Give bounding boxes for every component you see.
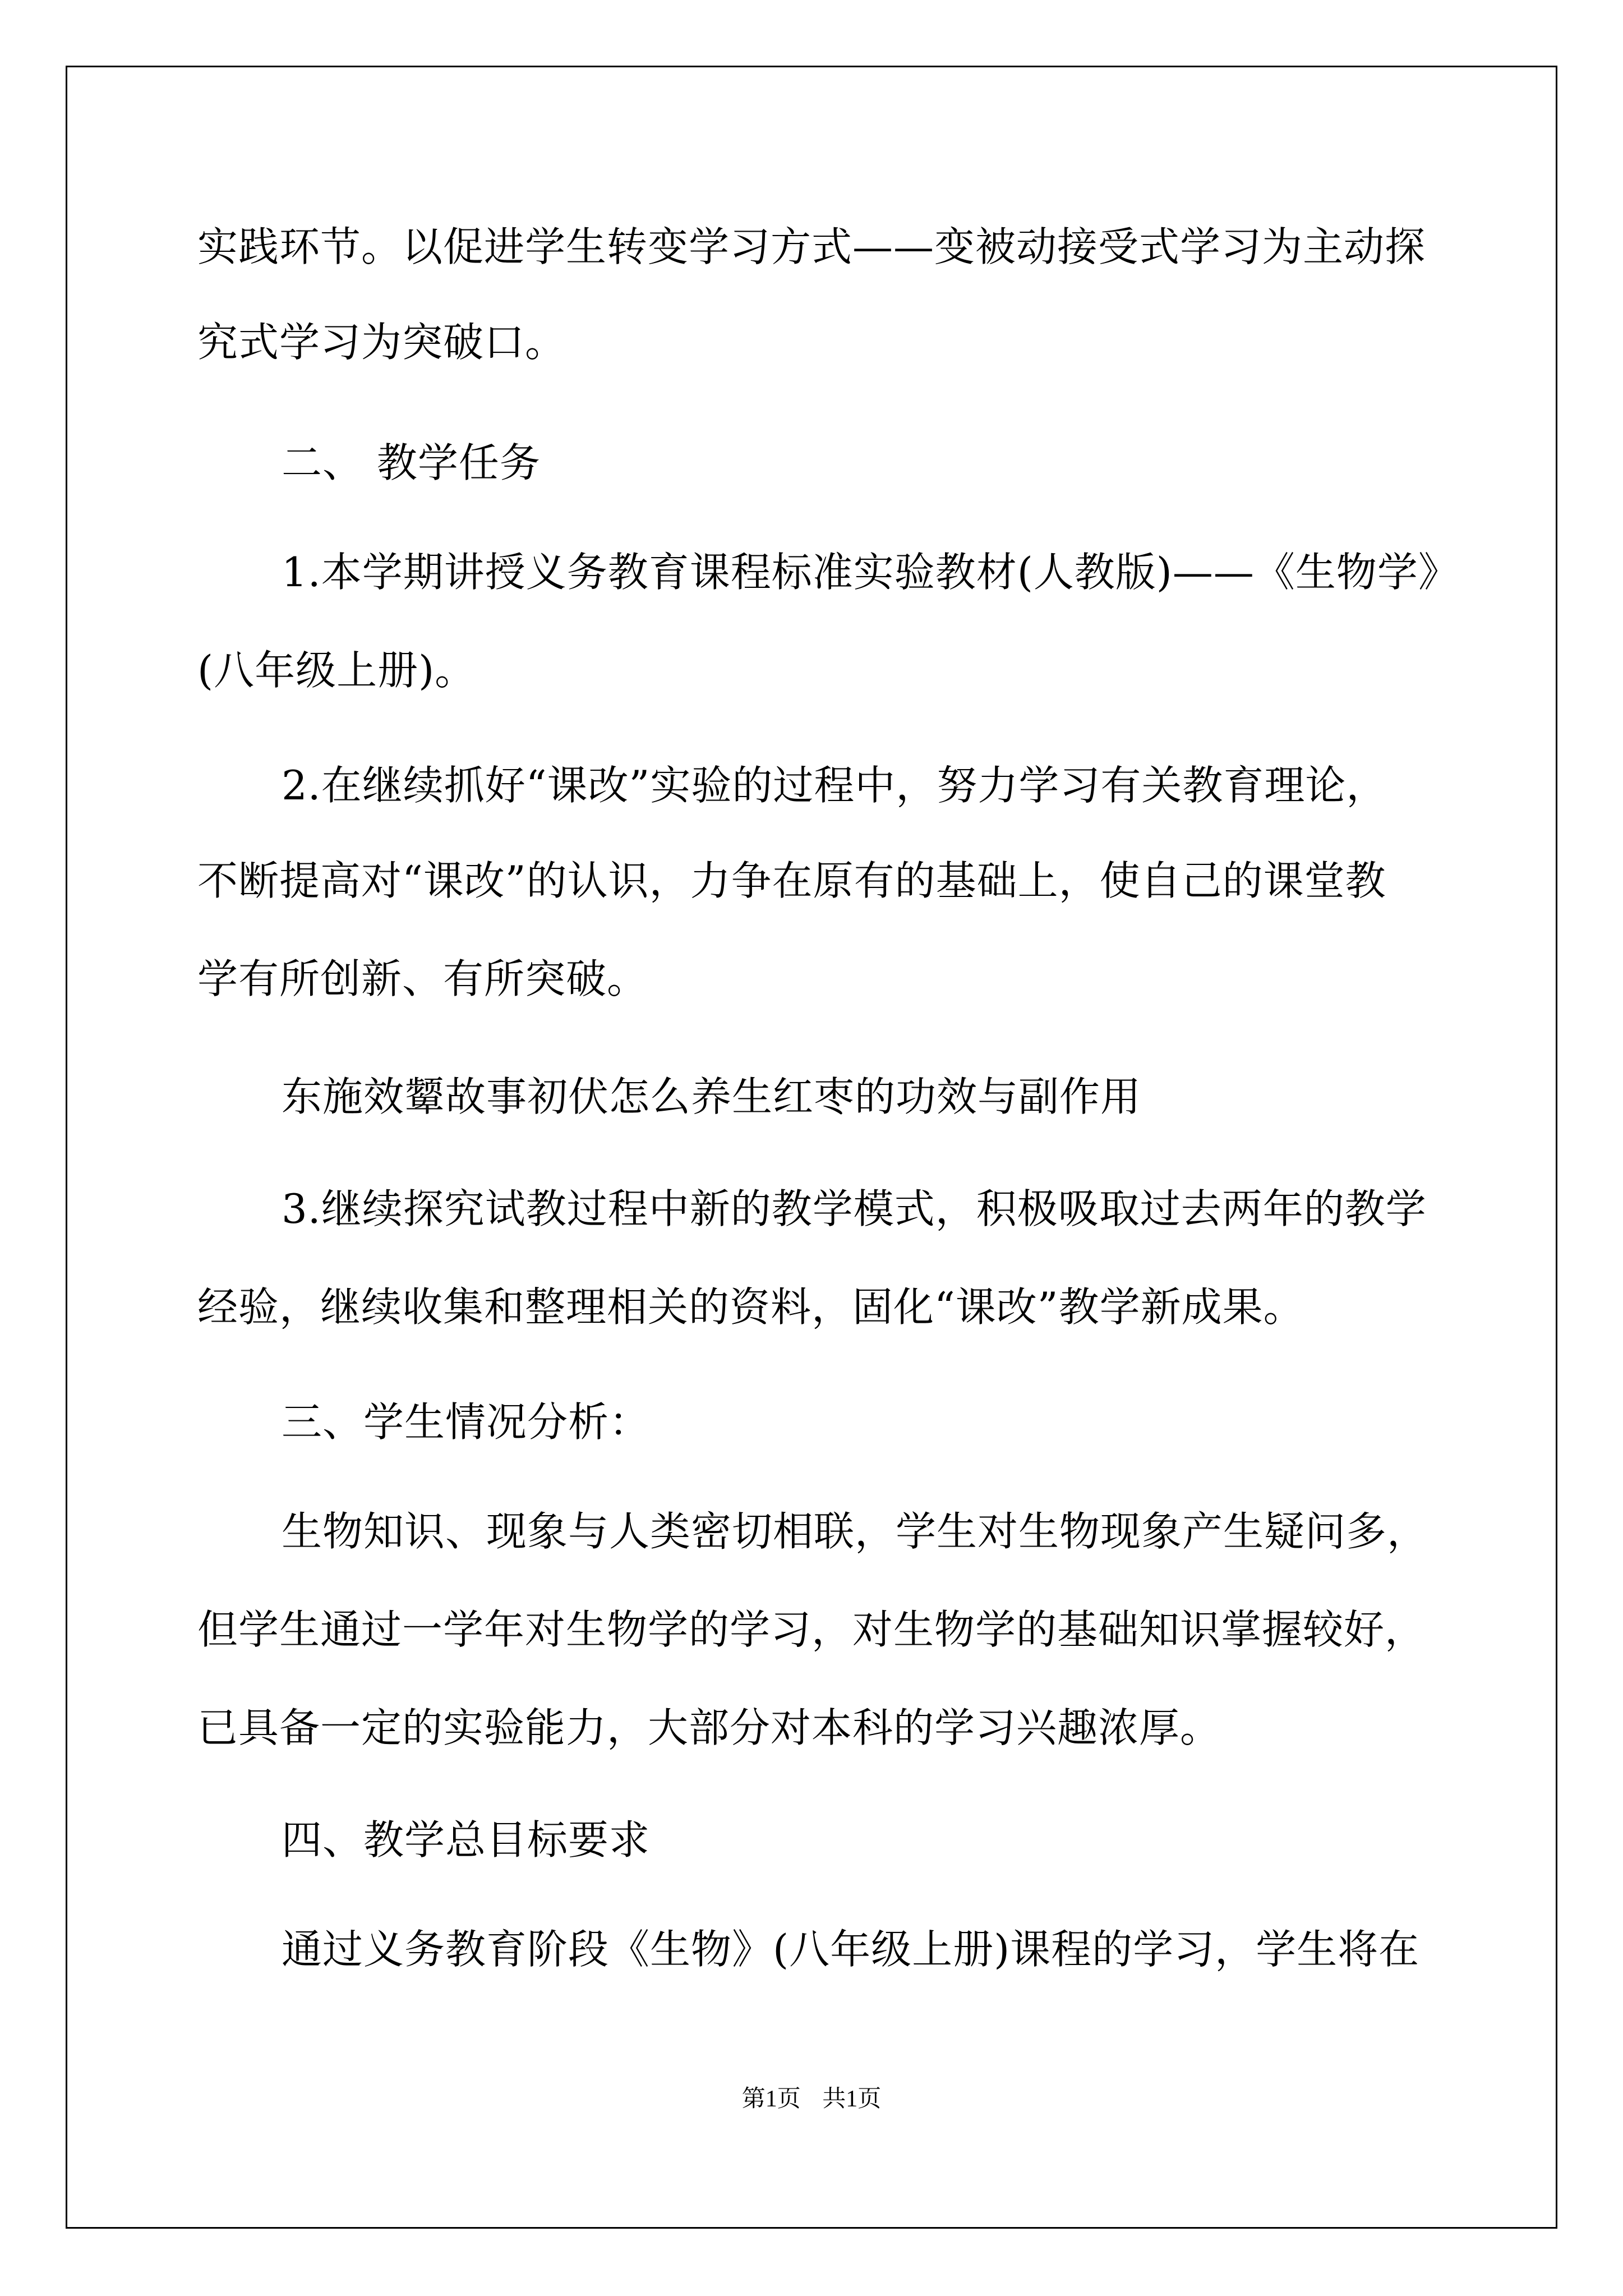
body-line-task-1-cont: (八年级上册)。 bbox=[197, 647, 476, 694]
page-border bbox=[66, 66, 1557, 2229]
body-line-inserted-text: 东施效颦故事初伏怎么养生红枣的功效与副作用 bbox=[282, 1073, 1142, 1120]
body-line-analysis-3: 已具备一定的实验能力，大部分对本科的学习兴趣浓厚。 bbox=[197, 1704, 1221, 1751]
page-footer bbox=[0, 2085, 1623, 2114]
body-line-task-1: 1.本学期讲授义务教育课程标准实验教材(人教版)——《生物学》 bbox=[282, 549, 1459, 596]
body-line-2: 究式学习为突破口。 bbox=[197, 319, 566, 366]
section-heading-teaching-goals: 四、教学总目标要求 bbox=[282, 1816, 651, 1864]
body-line-task-3: 3.继续探究试教过程中新的教学模式，积极吸取过去两年的教学 bbox=[282, 1185, 1427, 1232]
page-total: 共1页 bbox=[822, 2086, 882, 2112]
body-line-1: 实践环节。以促进学生转变学习方式——变被动接受式学习为主动探 bbox=[197, 223, 1426, 270]
body-line-task-2-cont-1: 不断提高对“课改”的认识，力争在原有的基础上，使自己的课堂教 bbox=[197, 857, 1386, 904]
body-line-task-3-cont: 经验，继续收集和整理相关的资料，固化“课改”教学新成果。 bbox=[197, 1283, 1304, 1331]
page-number: 第1页 bbox=[741, 2086, 801, 2112]
body-line-task-2: 2.在继续抓好“课改”实验的过程中，努力学习有关教育理论， bbox=[282, 762, 1387, 809]
section-heading-teaching-tasks: 二、 教学任务 bbox=[282, 439, 541, 486]
section-heading-student-analysis: 三、学生情况分析： bbox=[282, 1398, 651, 1446]
body-line-task-2-cont-2: 学有所创新、有所突破。 bbox=[197, 955, 648, 1002]
body-line-analysis-1: 生物知识、现象与人类密切相联，学生对生物现象产生疑问多， bbox=[282, 1508, 1428, 1555]
body-line-goals-1: 通过义务教育阶段《生物》(八年级上册)课程的学习，学生将在 bbox=[282, 1926, 1420, 1973]
body-line-analysis-2: 但学生通过一学年对生物学的学习，对生物学的基础知识掌握较好， bbox=[197, 1606, 1426, 1653]
